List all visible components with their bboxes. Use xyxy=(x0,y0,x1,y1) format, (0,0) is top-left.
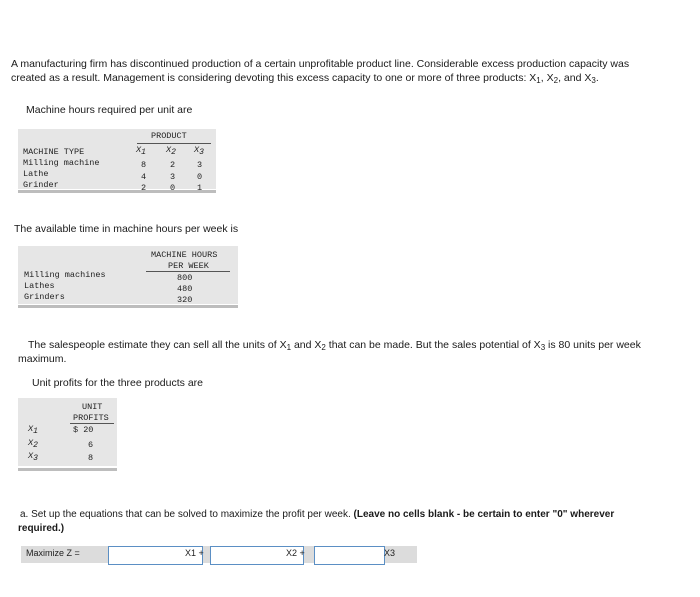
intro-line-2: created as a result. Management is considering devoting this excess capacity to one or more of three products: $X_1$, $X_2$, and $X_3$. xyxy=(11,72,599,85)
table-cell: 320 xyxy=(177,295,193,305)
table-cell: 3 xyxy=(197,160,203,170)
available-hours-table xyxy=(18,246,238,310)
table-cell: 2 xyxy=(141,183,147,193)
unit-profits-label: Unit profits for the three products are xyxy=(32,377,203,389)
col-x1-header: $X_1$ xyxy=(136,145,146,157)
table-cell: 4 xyxy=(141,172,147,182)
row-x2-label: $X_2$ xyxy=(28,438,38,450)
x2-coefficient-input[interactable] xyxy=(314,546,385,565)
table-row-name: Milling machine xyxy=(23,158,100,168)
x1-label: X1 + xyxy=(185,548,204,558)
table-row-name: Lathe xyxy=(23,169,49,179)
row-x1-label: $X_1$ xyxy=(28,424,38,436)
table-cell: 6 xyxy=(88,440,94,450)
sales-line-1: The salespeople estimate they can sell all the units of $X_1$ and $X_2$ that can be made. But the sales potential of $X_3$ is 80 units per week xyxy=(28,339,641,352)
table-row-name: Grinders xyxy=(24,292,65,302)
row-x3-label: $X_3$ xyxy=(28,451,38,463)
table-cell: 0 xyxy=(170,183,176,193)
question-text xyxy=(18,508,688,536)
maximize-label: Maximize Z = xyxy=(26,548,80,558)
col-x2-header: $X_2$ xyxy=(166,145,176,157)
table-cell: 8 xyxy=(88,453,94,463)
unit-profits-table xyxy=(18,398,117,474)
x2-label: X2 + xyxy=(286,548,305,558)
product-header: PRODUCT xyxy=(151,131,187,141)
machine-hours-table xyxy=(18,129,216,199)
table-cell: 2 xyxy=(170,160,176,170)
table-cell: $ 20 xyxy=(73,425,94,435)
table-row-name: Lathes xyxy=(24,281,55,291)
table-row-name: Milling machines xyxy=(24,270,106,280)
table-row-name: Grinder xyxy=(23,180,59,190)
table-cell: 480 xyxy=(177,284,193,294)
sales-paragraph xyxy=(18,338,688,366)
available-time-label: The available time in machine hours per week is xyxy=(14,223,239,235)
table-cell: 800 xyxy=(177,273,193,283)
question-line-2: required.) xyxy=(18,523,65,534)
per-week-header: PER WEEK xyxy=(168,261,209,271)
x3-label: X3 xyxy=(384,548,396,558)
col-x3-header: $X_3$ xyxy=(194,145,204,157)
table-cell: 3 xyxy=(170,172,176,182)
table-cell: 8 xyxy=(141,160,147,170)
sales-line-2: maximum. xyxy=(18,353,67,365)
table-cell: 1 xyxy=(197,183,203,193)
question-line-1: a. Set up the equations that can be solved to maximize the profit per week. (Leave no cells blank - be certain to enter "0" wherever xyxy=(20,509,615,520)
intro-line-1: A manufacturing firm has discontinued production of a certain unprofitable product line. Considerable excess production capacity was xyxy=(11,58,630,70)
intro-paragraph xyxy=(11,57,696,85)
machine-hours-header: MACHINE HOURS xyxy=(151,250,218,260)
profits-header: PROFITS xyxy=(73,413,109,423)
unit-header: UNIT xyxy=(82,402,103,412)
objective-equation-row xyxy=(21,546,417,563)
machine-type-header: MACHINE TYPE xyxy=(23,147,85,157)
machine-hours-label: Machine hours required per unit are xyxy=(26,104,193,116)
table-cell: 0 xyxy=(197,172,203,182)
